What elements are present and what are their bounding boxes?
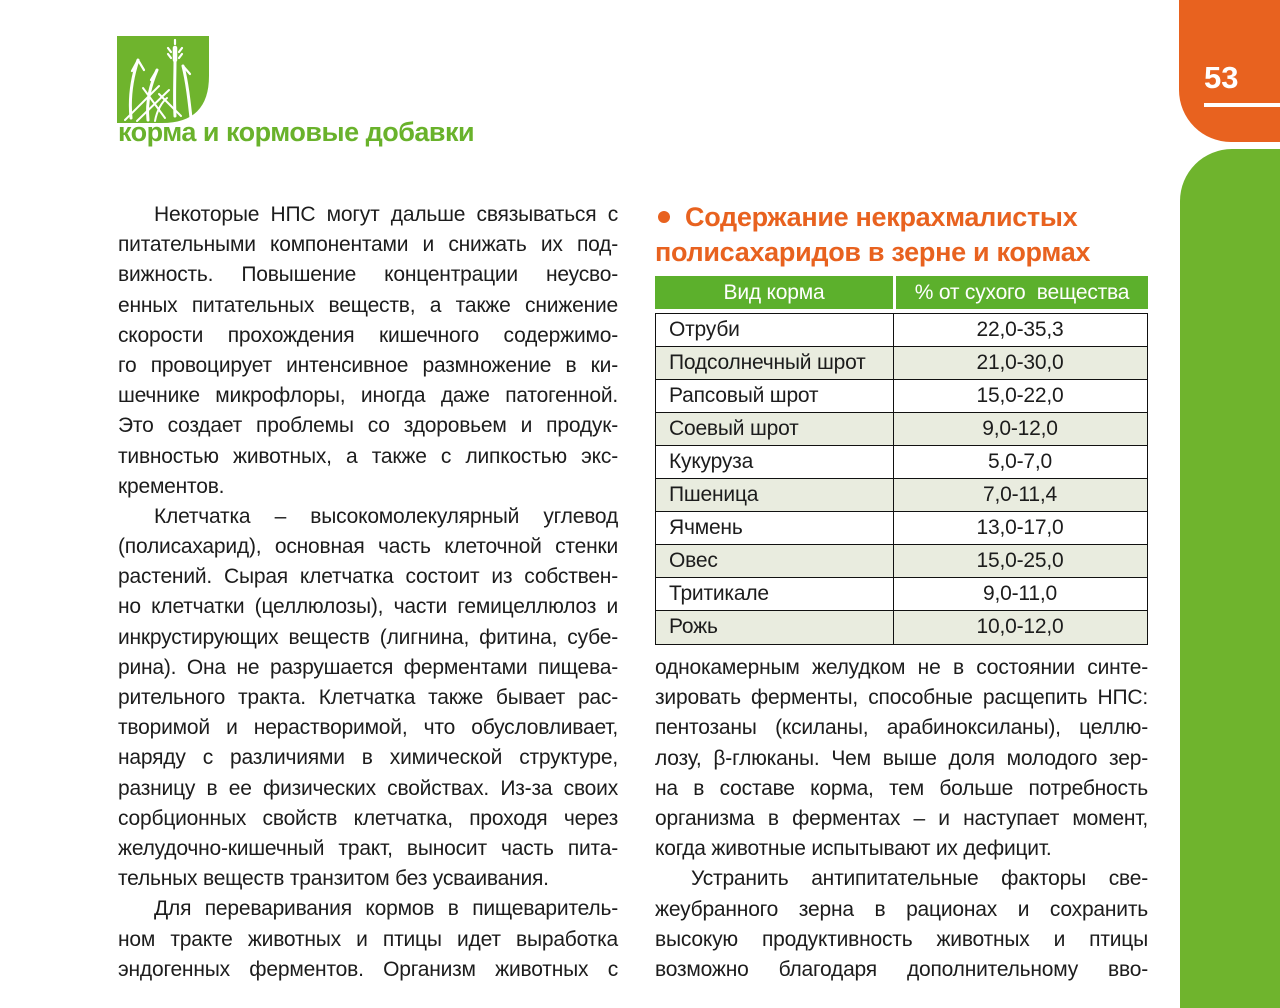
text-line: ном тракте животных и птицы идет выработка — [118, 927, 618, 951]
feed-cell: Соевый шрот — [656, 413, 894, 445]
feed-cell: Подсолнечный шрот — [656, 347, 894, 379]
text-line: организма в ферментах – и наступает момент, — [655, 806, 1148, 830]
text-line: тельных веществ транзитом без усваивания. — [118, 867, 549, 891]
value-cell: 22,0-35,3 — [976, 318, 1064, 341]
text-line: тивностью животных, а также с липкостью экс- — [118, 444, 618, 468]
text-line: скорости прохождения кишечного содержимо- — [118, 323, 618, 347]
table-row — [656, 512, 1147, 545]
value-cell: 15,0-22,0 — [976, 384, 1064, 407]
nsp-content-table — [655, 276, 1148, 645]
text-line: когда животные испытывают их дефицит. — [655, 837, 1052, 861]
value-cell: 9,0-11,0 — [983, 582, 1057, 605]
text-line: Это создает проблемы со здоровьем и продук- — [118, 414, 618, 438]
feed-cell: Рожь — [656, 611, 894, 644]
text-line: инкрустирующих веществ (лигнина, фитина, субе- — [118, 625, 618, 649]
table-body — [655, 313, 1148, 645]
grass-wheat-logo-icon — [117, 36, 209, 123]
value-cell: 13,0-17,0 — [976, 516, 1064, 539]
feed-cell: Пшеница — [656, 479, 894, 511]
table-row — [656, 479, 1147, 512]
value-cell: 15,0-25,0 — [976, 549, 1064, 572]
feed-cell: Ячмень — [656, 512, 894, 544]
text-line: на в составе корма, тем больше потребность — [655, 776, 1148, 800]
table-row — [656, 413, 1147, 446]
bullet-icon — [658, 211, 670, 223]
column-header-feed: Вид корма — [655, 276, 893, 309]
section-title: корма и кормовые добавки — [118, 117, 475, 147]
text-line: Клетчатка – высокомолекулярный углевод — [154, 504, 618, 528]
text-line: шечнике микрофлоры, иногда даже патогенной. — [118, 384, 618, 408]
page-number-underline — [1204, 103, 1280, 107]
text-line: рительного тракта. Клетчатка также бывает рас- — [118, 686, 618, 709]
text-line: жеубранного зерна в рационах и сохранить — [655, 897, 1148, 921]
text-line: пентозаны (ксиланы, арабиноксиланы), целлю- — [655, 716, 1148, 740]
text-line: эндогенных ферментов. Организм животных с — [118, 957, 618, 981]
text-line: желудочно-кишечный тракт, выносит часть пита- — [118, 836, 618, 860]
table-row — [656, 545, 1147, 578]
value-cell: 5,0-7,0 — [988, 450, 1052, 473]
text-line: творимой и нерастворимой, что обусловливает, — [118, 716, 618, 740]
text-line: рина). Она не разрушается ферментами пищева- — [118, 655, 618, 679]
table-row — [656, 347, 1147, 380]
table-row — [656, 446, 1147, 479]
value-cell: 21,0-30,0 — [976, 351, 1064, 374]
value-cell: 7,0-11,4 — [983, 483, 1057, 506]
text-line: енных питательных веществ, а также снижение — [118, 293, 618, 317]
table-row — [656, 314, 1147, 347]
text-line: (полисахарид), основная часть клеточной стенки — [118, 535, 618, 559]
feed-cell: Кукуруза — [656, 446, 894, 478]
heading-line: Содержание некрахмалистых — [685, 202, 1078, 232]
text-line: Устранить антипитательные факторы све- — [691, 867, 1148, 891]
text-line: крементов. — [118, 474, 225, 498]
right-column — [655, 200, 1148, 985]
text-line: питательными компонентами и снижать их под- — [118, 233, 618, 257]
text-line: Некоторые НПС могут дальше связываться с — [154, 203, 618, 226]
text-line: высокую продуктивность животных и птицы — [655, 927, 1148, 951]
feed-cell: Тритикале — [656, 578, 894, 610]
text-line: вижность. Повышение концентрации неусво- — [118, 263, 618, 287]
heading-line: полисахаридов в зерне и кормах — [655, 237, 1091, 267]
text-line: сорбционных свойств клетчатка, проходя через — [118, 806, 618, 830]
table-row — [656, 611, 1147, 644]
right-text-block — [655, 653, 1148, 985]
table-header-row — [655, 276, 1148, 309]
text-line: растений. Сырая клетчатка состоит из собствен- — [118, 565, 618, 589]
table-row — [656, 380, 1147, 413]
text-line: го провоцирует интенсивное размножение в ки- — [118, 353, 618, 377]
value-cell: 10,0-12,0 — [976, 615, 1064, 638]
text-line: лозу, β-глюканы. Чем выше доля молодого зер- — [655, 746, 1148, 770]
table-heading — [655, 200, 1148, 270]
feed-cell: Овес — [656, 545, 894, 577]
text-line: однокамерным желудком не в состоянии синте- — [655, 656, 1148, 679]
table-row — [656, 578, 1147, 611]
text-line: возможно благодаря дополнительному вво- — [655, 957, 1148, 981]
column-header-percent: % от сухого вещества — [896, 276, 1148, 309]
value-cell: 9,0-12,0 — [982, 417, 1058, 440]
page-number: 53 — [1204, 60, 1239, 95]
text-line: наряду с различиями в химической структуре, — [118, 746, 618, 770]
left-text-column — [118, 200, 618, 985]
text-line: но клетчатки (целлюлозы), части гемицеллюлоз и — [118, 595, 618, 619]
text-line: зировать ферменты, способные расщепить НПС: — [655, 686, 1148, 710]
text-line: разницу в ее физических свойствах. Из-за своих — [118, 776, 618, 800]
feed-cell: Отруби — [656, 314, 894, 346]
page-number-tab — [1179, 0, 1280, 142]
text-line: Для переваривания кормов в пищеваритель- — [154, 897, 618, 921]
feed-cell: Рапсовый шрот — [656, 380, 894, 412]
side-bar — [1180, 149, 1280, 1008]
